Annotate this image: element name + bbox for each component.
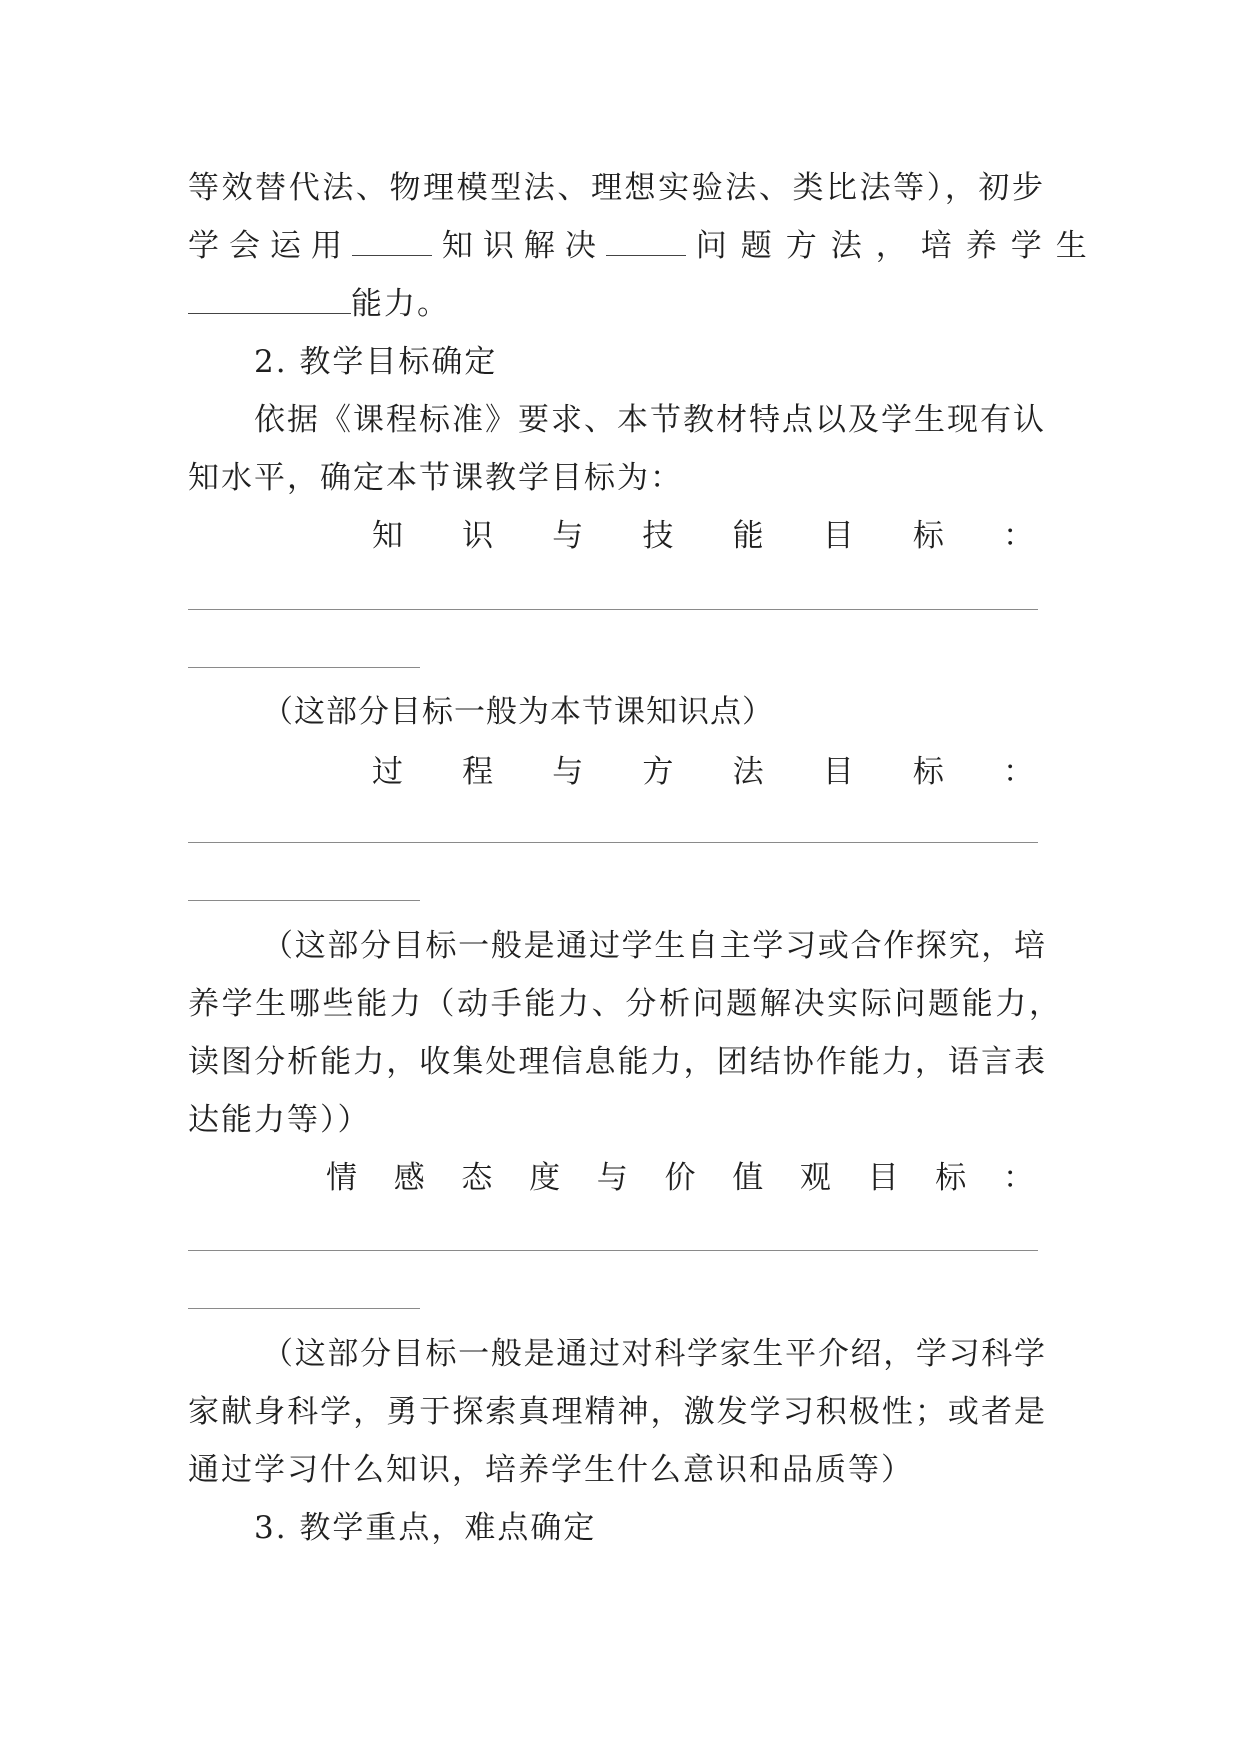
- objective-note: （这部分目标一般是通过对科学家生平介绍，学习科学: [262, 1336, 1045, 1372]
- objective-note: 养学生哪些能力（动手能力、分析问题解决实际问题能力，: [188, 986, 1060, 1022]
- text-segment: 问题方法，培养学生: [695, 228, 1101, 264]
- paragraph-line-with-blank: [188, 284, 450, 324]
- fill-blank: [188, 307, 351, 314]
- objective-note: （这部分目标一般是通过学生自主学习或合作探究，培: [262, 928, 1045, 964]
- paragraph-line: 等效替代法、物理模型法、理想实验法、类比法等），初步: [188, 170, 1045, 206]
- fill-blank: [352, 249, 432, 256]
- paragraph-line: 知水平，确定本节课教学目标为：: [188, 460, 683, 496]
- objective-label-process: 过程与方法目标：: [372, 754, 1034, 790]
- section-heading: 2. 教学目标确定: [254, 344, 498, 380]
- objective-note: 读图分析能力，收集处理信息能力，团结协作能力，语言表: [188, 1044, 1045, 1080]
- section-heading: 3. 教学重点，难点确定: [254, 1510, 597, 1546]
- answer-line: [188, 1308, 420, 1309]
- answer-line: [188, 609, 1038, 610]
- objective-note: （这部分目标一般为本节课知识点）: [262, 694, 774, 730]
- objective-note: 家献身科学，勇于探索真理精神，激发学习积极性；或者是: [188, 1394, 1045, 1430]
- paragraph-line: 依据《课程标准》要求、本节教材特点以及学生现有认: [254, 402, 1046, 438]
- answer-line: [188, 842, 1038, 843]
- text-segment: 知识解决: [441, 228, 606, 264]
- objective-note: 通过学习什么知识，培养学生什么意识和品质等）: [188, 1452, 914, 1488]
- answer-line: [188, 667, 420, 668]
- objective-label-knowledge: 知识与技能目标：: [372, 518, 1034, 554]
- fill-blank: [606, 249, 686, 256]
- text-segment: 学会运用: [188, 228, 352, 264]
- text-segment: 能力。: [351, 286, 450, 322]
- objective-label-emotion: 情感态度与价值观目标：: [326, 1160, 1034, 1196]
- answer-line: [188, 1250, 1038, 1251]
- objective-note: 达能力等））: [188, 1102, 371, 1138]
- paragraph-line-with-blanks: [188, 226, 1101, 266]
- answer-line: [188, 900, 420, 901]
